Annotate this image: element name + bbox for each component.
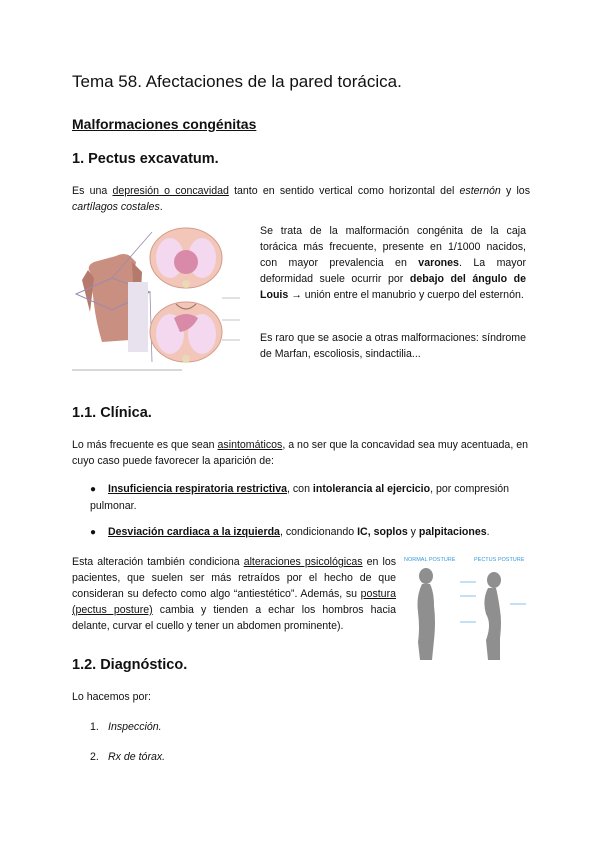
list-item-number: 2. — [90, 751, 99, 763]
pectus-heading: 1. Pectus excavatum. — [72, 151, 219, 167]
page-title: Tema 58. Afectaciones de la pared torácica. — [72, 72, 402, 91]
list-item-number: 1. — [90, 721, 99, 733]
pectus-associations: Es raro que se asocie a otras malformaciones: síndrome de Marfan, escoliosis, sindactilia... — [260, 332, 526, 360]
diagnostico-heading: 1.2. Diagnóstico. — [72, 657, 188, 673]
pectus-posture-label: PECTUS POSTURE — [474, 557, 525, 563]
thorax-cross-section-figure — [72, 222, 258, 374]
posture-comparison-figure — [402, 552, 528, 662]
bullet-icon: ● — [90, 484, 97, 495]
list-item: ● Insuficiencia respiratoria restrictiva, con intolerancia al ejercicio, por compresión pulmonar. — [90, 483, 510, 512]
section-heading: Malformaciones congénitas — [72, 116, 257, 132]
clinica-posture-text: Esta alteración también condiciona alteraciones psicológicas en los pacientes, que suelen ser más retraídos por el hecho de que consideran su defecto como algo “antiestético”. Además, su postura (pectus posture) cambia y tienden a echar los hombros hacia delante, curvar el cuello y tener un abdomen prominente). — [72, 556, 397, 632]
list-item: Inspección. — [108, 721, 162, 733]
pectus-intro: Es una depresión o concavidad tanto en sentido vertical como horizontal del esternón y los cartílagos costales. — [72, 185, 530, 213]
diagnostico-intro: Lo hacemos por: — [72, 691, 151, 703]
pectus-description: Se trata de la malformación congénita de la caja torácica más frecuente, presente en 1/1000 nacidos, con mayor prevalencia en varones. La mayor deformidad suele ocurrir por debajo del ángulo de Louis → unión entre el manubrio y cuerpo del esternón. — [260, 225, 527, 301]
bullet-icon: ● — [90, 527, 97, 538]
clinica-intro: Lo más frecuente es que sean asintomáticos, a no ser que la concavidad sea muy acentuada, en cuyo caso puede favorecer la aparición de: — [72, 439, 528, 467]
clinica-heading: 1.1. Clínica. — [72, 405, 152, 421]
normal-posture-label: NORMAL POSTURE — [404, 557, 456, 563]
list-item: ● Desviación cardiaca a la izquierda, condicionando IC, soplos y palpitaciones. — [90, 524, 528, 541]
list-item: Rx de tórax. — [108, 751, 166, 763]
